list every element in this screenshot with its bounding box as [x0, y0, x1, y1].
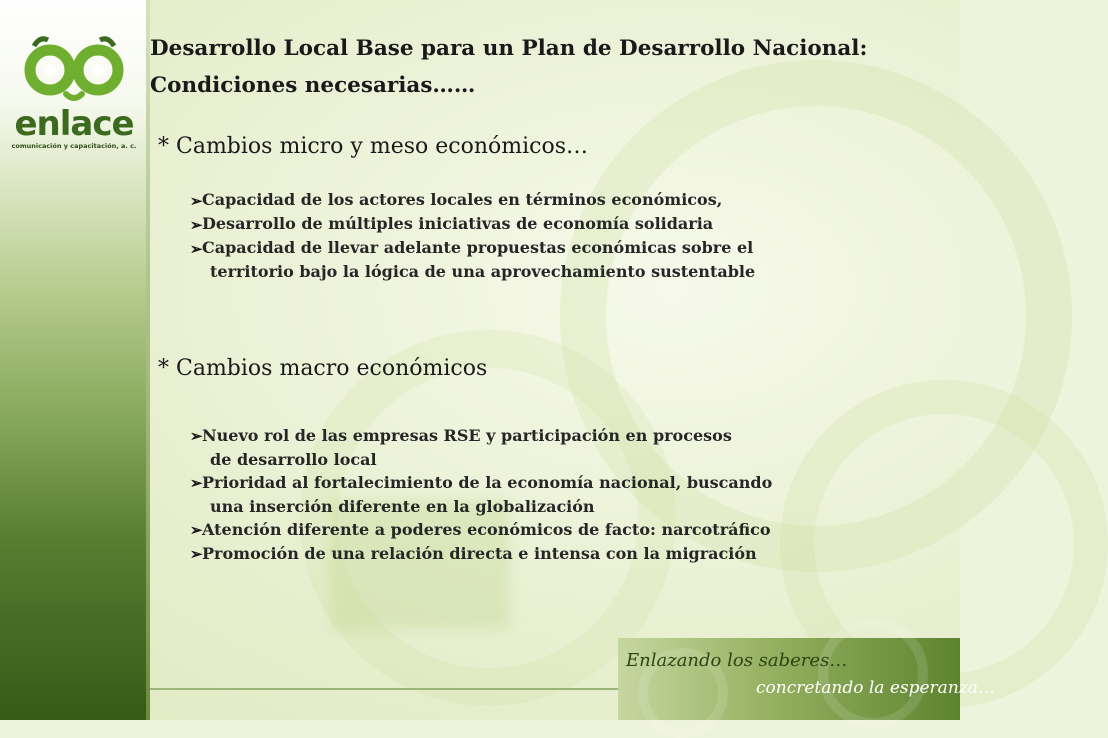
arrow-bullet-icon: ➢ — [190, 521, 203, 539]
list-item-text: Desarrollo de múltiples iniciativas de economía solidaria — [202, 214, 714, 233]
footer-divider — [150, 688, 620, 690]
list-item-text-continued: de desarrollo local — [210, 449, 377, 469]
banner-slogan-line-2: concretando la esperanza… — [756, 678, 995, 698]
arrow-bullet-icon: ➢ — [190, 192, 203, 210]
page-title — [150, 30, 958, 104]
banner-slogan-line-1: Enlazando los saberes… — [626, 650, 848, 671]
list-item-text: Capacidad de llevar adelante propuestas económicas sobre el — [202, 238, 754, 257]
decorative-swirl — [818, 618, 928, 728]
list-item — [190, 542, 950, 566]
list-item — [190, 212, 950, 236]
list-item-text: Atención diferente a poderes económicos de facto: narcotráfico — [202, 520, 771, 539]
list-item-text-continued: una inserción diferente en la globalización — [210, 496, 595, 516]
arrow-bullet-icon: ➢ — [190, 474, 203, 492]
arrow-bullet-icon: ➢ — [190, 216, 203, 234]
list-item — [190, 471, 950, 518]
arrow-bullet-icon: ➢ — [190, 427, 203, 445]
list-item — [190, 188, 950, 212]
list-item-text-continued: territorio bajo la lógica de una aprovechamiento sustentable — [210, 262, 756, 281]
list-item — [190, 518, 950, 542]
list-item-text: Promoción de una relación directa e intensa con la migración — [202, 543, 757, 563]
list-item — [190, 236, 950, 284]
enlace-logo — [6, 30, 142, 160]
list-item-text: Nuevo rol de las empresas RSE y participación en procesos — [202, 426, 732, 445]
logo-knot-icon — [6, 30, 142, 106]
logo-tagline: comunicación y capacitación, a. c. — [11, 142, 137, 150]
list-item-text: Prioridad al fortalecimiento de la economía nacional, buscando — [202, 473, 773, 492]
list-item-text: Capacidad de los actores locales en términos económicos, — [202, 190, 723, 209]
logo-wordmark: enlace — [14, 104, 134, 144]
bullet-list-micro — [190, 188, 950, 284]
title-line-1: Desarrollo Local Base para un Plan de Desarrollo Nacional: — [150, 36, 868, 61]
section-heading-macro: * Cambios macro económicos — [158, 356, 488, 381]
sidebar-edge — [146, 0, 150, 720]
bullet-list-macro — [190, 424, 950, 565]
footer-banner — [618, 638, 995, 720]
arrow-bullet-icon: ➢ — [190, 240, 203, 258]
title-line-2: Condiciones necesarias…… — [150, 73, 476, 98]
section-heading-micro: * Cambios micro y meso económicos… — [158, 134, 589, 159]
list-item — [190, 424, 950, 471]
arrow-bullet-icon: ➢ — [190, 544, 203, 563]
